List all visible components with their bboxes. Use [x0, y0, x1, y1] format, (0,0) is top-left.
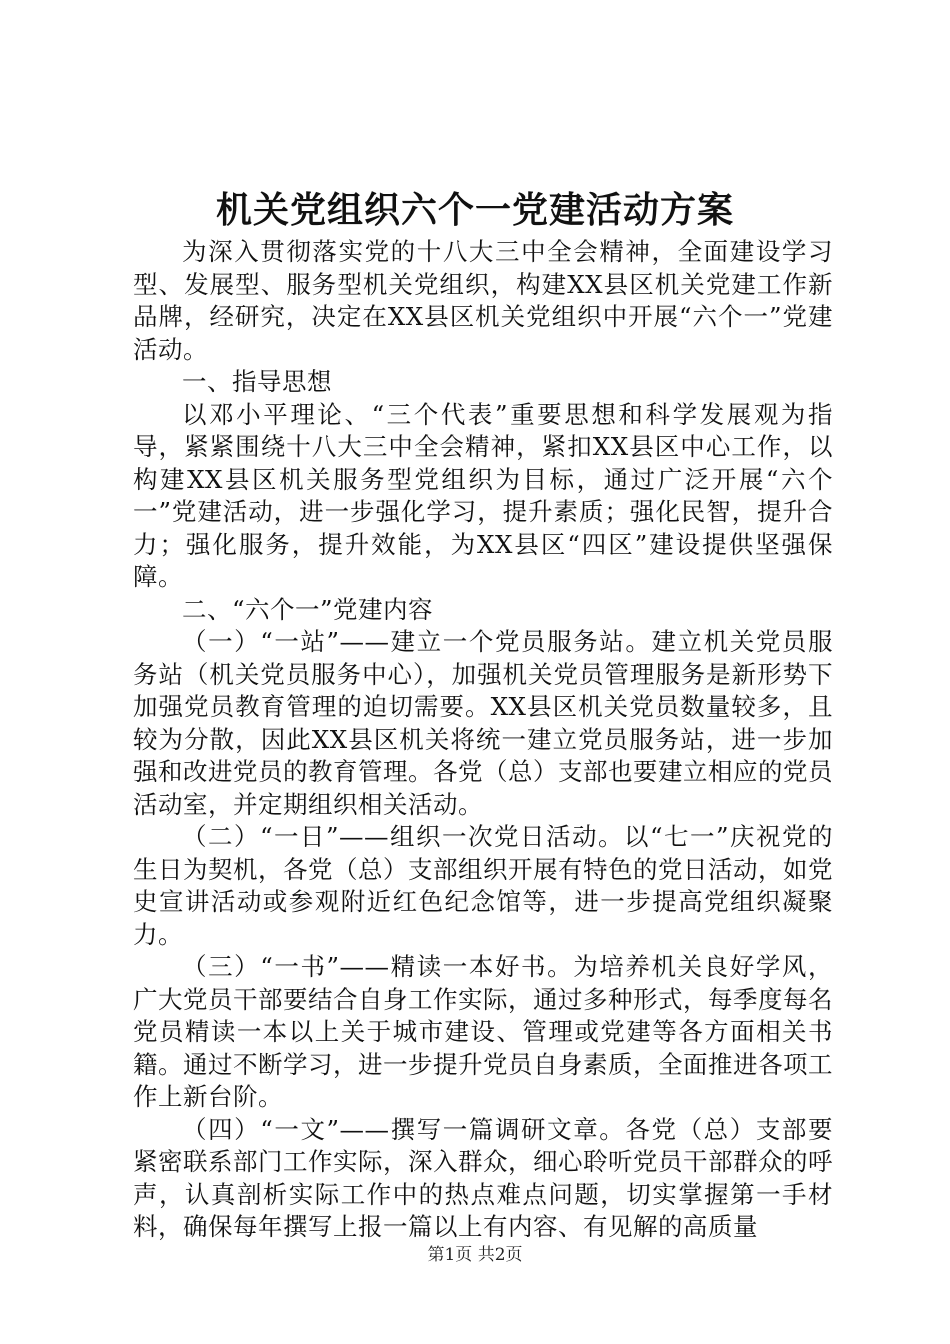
item-one-day-paragraph: （二）“一日”——组织一次党日活动。以“七一”庆祝党的生日为契机，各党（总）支部组织开展有特色的党日活动，如党史宣讲活动或参观附近红色纪念馆等，进一步提高党组织凝聚力。 [133, 822, 833, 949]
page-footer: 第1页 共2页 [427, 1245, 523, 1265]
section-heading-content: 二、“六个一”党建内容 [182, 594, 434, 624]
document-body [133, 236, 833, 1244]
item-one-article-paragraph: （四）“一文”——撰写一篇调研文章。各党（总）支部要紧密联系部门工作实际，深入群众，细心聆听党员干部群众的呼声，认真剖析实际工作中的热点难点问题，切实掌握第一手材料，确保每年撰写上报一篇以上有内容、有见解的高质量 [133, 1114, 833, 1241]
intro-paragraph: 为深入贯彻落实党的十八大三中全会精神，全面建设学习型、发展型、服务型机关党组织，构建XX县区机关党建工作新品牌，经研究，决定在XX县区机关党组织中开展“六个一”党建活动。 [133, 237, 833, 364]
guiding-ideology-paragraph: 以邓小平理论、“三个代表”重要思想和科学发展观为指导，紧紧围绕十八大三中全会精神，紧扣XX县区中心工作，以构建XX县区机关服务型党组织为目标，通过广泛开展“六个一”党建活动，进一步强化学习，提升素质；强化民智，提升合力；强化服务，提升效能，为XX县区“四区”建设提供坚强保障。 [133, 399, 833, 591]
item-one-book-paragraph: （三）“一书”——精读一本好书。为培养机关良好学风，广大党员干部要结合自身工作实际，通过多种形式，每季度每名党员精读一本以上关于城市建设、管理或党建等各方面相关书籍。通过不断学习，进一步提升党员自身素质，全面推进各项工作上新台阶。 [133, 952, 833, 1111]
item-one-station-paragraph: （一）“一站”——建立一个党员服务站。建立机关党员服务站（机关党员服务中心），加强机关党员管理服务是新形势下加强党员教育管理的迫切需要。XX县区机关党员数量较多，且较为分散，因此XX县区机关将统一建立党员服务站，进一步加强和改进党员的教育管理。各党（总）支部也要建立相应的党员活动室，并定期组织相关活动。 [133, 627, 833, 819]
section-heading-guiding-ideology: 一、指导思想 [182, 367, 332, 396]
document-title: 机关党组织六个一党建活动方案 [215, 189, 734, 231]
